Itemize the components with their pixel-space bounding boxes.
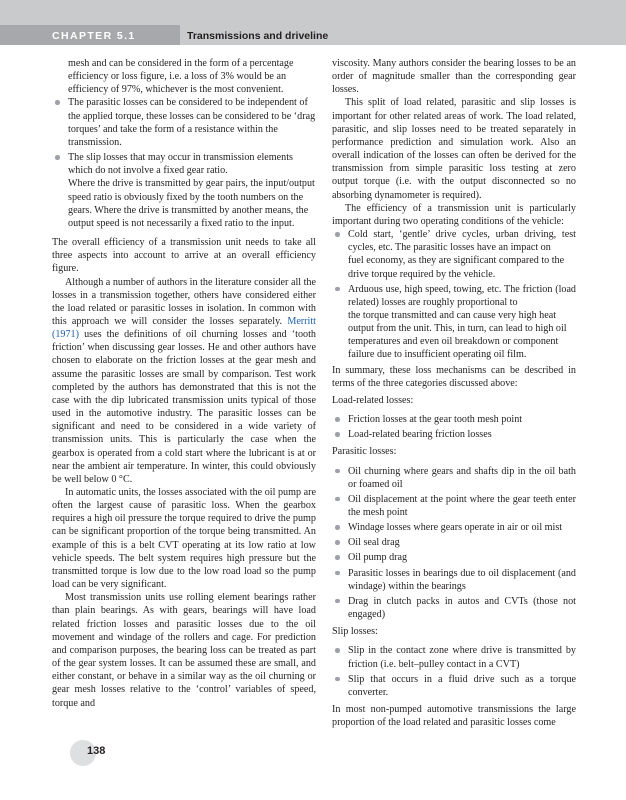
load-related-list — [332, 413, 576, 441]
list-item — [332, 283, 576, 362]
operating-conditions-list — [332, 228, 576, 362]
paragraph-text: Although a number of authors in the literature consider all the losses in a transmission together, others have considered either the load related or parasitic losses in isolation. In common with this approach we will consider the losses separately. — [52, 276, 316, 327]
list-item: Drag in clutch packs in autos and CVTs (those not engaged) — [332, 595, 576, 621]
paragraph: The overall efficiency of a transmission unit needs to take all three aspects into account to arrive at an overall efficiency figure. — [52, 237, 316, 275]
citation-link[interactable]: Merritt (1971) — [52, 315, 316, 341]
list-item-text: Arduous use, high speed, towing, etc. The friction (load related) losses are roughly proportional to — [348, 283, 576, 308]
list-item-continuation: fuel economy, as they are significant compared to the drive torque required by the vehicle. — [348, 255, 565, 280]
list-item: Parasitic losses in bearings due to oil displacement (and windage) within the bearings — [332, 567, 576, 593]
right-column — [332, 57, 576, 729]
left-column — [52, 57, 316, 710]
paragraph: viscosity. Many authors consider the bearing losses to be an order of magnitude smaller than the corresponding gear losses. — [332, 58, 576, 96]
parasitic-heading: Parasitic losses: — [332, 446, 397, 458]
paragraph: Most transmission units use rolling element bearings rather than plain bearings. As with gears, bearings will have load related friction losses and parasitic losses due to the oil movement and windage of the rollers and cage. For prediction and comparison purposes, the bearing loss can be treated as part of the gear system losses. It can be assumed these are small, and either constant, or behave in a similar way as the oil churning or gear mesh losses relative to the ‘control’ variables of speed, torque and — [52, 592, 316, 709]
paragraph: In automatic units, the losses associated with the oil pump are often the largest cause of parasitic loss. When the gearbox requires a high oil pressure the torque required to drive the pump can be significant proportion of the torque being transmitted. An example of this is a belt CVT operating at its low ratio at low vehicle speeds. The belt system requires high pressure but the transmitted torque is low due to the low road load so the pump load can be very significant. — [52, 487, 316, 591]
list-item: Friction losses at the gear tooth mesh point — [332, 413, 576, 426]
list-item-text: Cold start, ‘gentle’ drive cycles, urban driving, test cycles, etc. The parasitic losses have an impact on — [348, 229, 576, 254]
list-item: Oil churning where gears and shafts dip in the oil bath or foamed oil — [332, 465, 576, 491]
list-item-text: The slip losses that may occur in transmission elements which do not involve a fixed gear ratio. — [68, 152, 293, 177]
continued-bullet-text: mesh and can be considered in the form of a percentage efficiency or loss figure, i.e. a loss of 3% would be an efficiency of 97%, whichever is the most convenient. — [68, 58, 294, 96]
list-item-continuation: Where the drive is transmitted by gear pairs, the input/output speed ratio is obviously fixed by the tooth numbers on the gears. Where the drive is transmitted by another means, the output speed is not necessarily a fixed ratio to the input. — [68, 178, 315, 229]
chapter-title: Transmissions and driveline — [187, 30, 329, 42]
list-item: Oil pump drag — [332, 551, 576, 564]
paragraph: This split of load related, parasitic and slip losses is important for other related areas of work. The load related, parasitic, and slip losses need to be treated separately in performance prediction and simulation work. Also an overall indication of the losses can often be derived for the transmission from simple parasitic loss testing at zero output torque (i.e. with the output disconnected so no absorbing dynamometer is required). — [332, 97, 576, 201]
slip-heading: Slip losses: — [332, 626, 378, 638]
list-item-continuation: the torque transmitted and can cause very high heat output from the unit. This, in turn, can lead to high oil temperatures and even oil breakdown or component failure due to insufficient operating oil film. — [348, 309, 567, 361]
loss-type-list — [52, 96, 316, 230]
list-item: Oil displacement at the point where the gear teeth enter the mesh point — [332, 493, 576, 519]
list-item: Slip in the contact zone where drive is transmitted by friction (i.e. belt–pulley contact in a CVT) — [332, 644, 576, 670]
list-item: Load-related bearing friction losses — [332, 428, 576, 441]
paragraph: In most non-pumped automotive transmissions the large proportion of the load related and parasitic losses come — [332, 704, 576, 729]
load-related-heading: Load-related losses: — [332, 394, 414, 406]
summary-paragraph: In summary, these loss mechanisms can be described in terms of the three categories discussed above: — [332, 364, 576, 389]
list-item: Slip that occurs in a fluid drive such as a torque converter. — [332, 673, 576, 699]
slip-list — [332, 644, 576, 699]
chapter-label: CHAPTER 5.1 — [52, 30, 136, 42]
list-item: Windage losses where gears operate in air or oil mist — [332, 521, 576, 534]
list-item: The parasitic losses can be considered to be independent of the applied torque, these losses can be considered to be ‘drag torques’ and take the form of a resistance within the transmission. — [52, 96, 316, 149]
list-item: Oil seal drag — [332, 536, 576, 549]
paragraph — [52, 276, 316, 487]
paragraph-text: uses the definitions of oil churning losses and ‘tooth friction’ when discussing gear losses. He and other authors have chosen to elaborate on the friction losses at the gear mesh and assume the parasitic losses are small by comparison. Test work completed by the authors has demonstrated that this is not the case with the dip lubricated transmission units typical of those used in the automotive industry. The parasitic losses can be significant and need to be considered in a wide variety of transmission units. This is particularly the case when the gearbox is operated from a cold start where the lubricant is at or near the ambient air temperature. In winter, this could obviously be well below 0 °C. — [52, 329, 316, 485]
page-number: 138 — [87, 745, 106, 757]
parasitic-list — [332, 465, 576, 622]
paragraph: The efficiency of a transmission unit is particularly important during two operating conditions of the vehicle: — [332, 202, 576, 227]
list-item — [52, 151, 316, 230]
list-item — [332, 228, 576, 281]
